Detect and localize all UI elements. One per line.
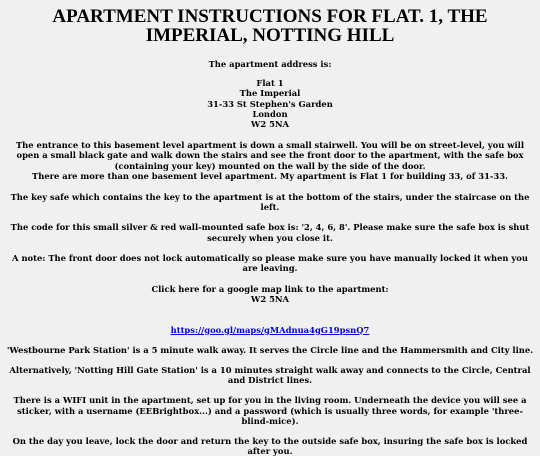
safe-code-paragraph: The code for this small silver & red wall-mounted safe box is: '2, 4, 6, 8'. Please make sure the safe box is shut securely when you close it.	[10, 222, 530, 243]
map-paragraph	[4, 284, 536, 304]
leaving-paragraph: On the day you leave, lock the door and return the key to the outside safe box, insuring the safe box is locked after you.	[12, 436, 528, 456]
address-line-postcode: W2 5NA	[250, 119, 290, 130]
wifi-paragraph: There is a WIFI unit in the apartment, set up for you in the living room. Underneath the device you will see a sticker, with a username (EEBrightbox...) and a password (which is usually three words, for example 'three-blind-mice).	[13, 395, 527, 426]
address-line-city: London	[252, 108, 288, 119]
google-map-link[interactable]: https://goo.gl/maps/gMAdnua4gG19psnQ7	[170, 324, 370, 335]
key-safe-paragraph: The key safe which contains the key to the apartment is at the bottom of the stairs, under the staircase on the left.	[10, 192, 530, 213]
instructions-page	[0, 7, 540, 456]
lock-note-paragraph: A note: The front door does not lock automatically so please make sure you have manually locked it when you are leaving.	[12, 252, 528, 274]
map-postcode: W2 5NA	[250, 294, 290, 305]
address-block	[4, 78, 536, 129]
map-intro: Click here for a google map link to the apartment:	[151, 284, 389, 295]
page-title: APARTMENT INSTRUCTIONS FOR FLAT. 1, THE IMPERIAL, NOTTING HILL	[52, 6, 488, 46]
address-intro: The apartment address is:	[208, 59, 332, 69]
address-line-building: The Imperial	[239, 88, 301, 99]
notting-hill-paragraph: Alternatively, 'Notting Hill Gate Station' is a 10 minutes straight walk away and connects to the Circle, Central and District lines.	[9, 365, 531, 386]
entrance-paragraph: The entrance to this basement level apartment is down a small stairwell. You will be on street-level, you will open a small black gate and walk down the stairs and see the front door to the apartment, with the safe box (containing your key) mounted on the wall by the side of the door. There are more than one basement level apartment. My apartment is Flat 1 for building 33, of 31-33.	[4, 140, 536, 181]
map-link-paragraph	[4, 325, 536, 335]
address-line-flat: Flat 1	[256, 78, 284, 89]
westbourne-paragraph: 'Westbourne Park Station' is a 5 minute walk away. It serves the Circle line and the Hammersmith and City line.	[6, 344, 534, 355]
address-line-street: 31-33 St Stephen's Garden	[207, 98, 333, 109]
basement-note: There are more than one basement level apartment. My apartment is Flat 1 for building 33, of 31-33.	[32, 170, 508, 181]
